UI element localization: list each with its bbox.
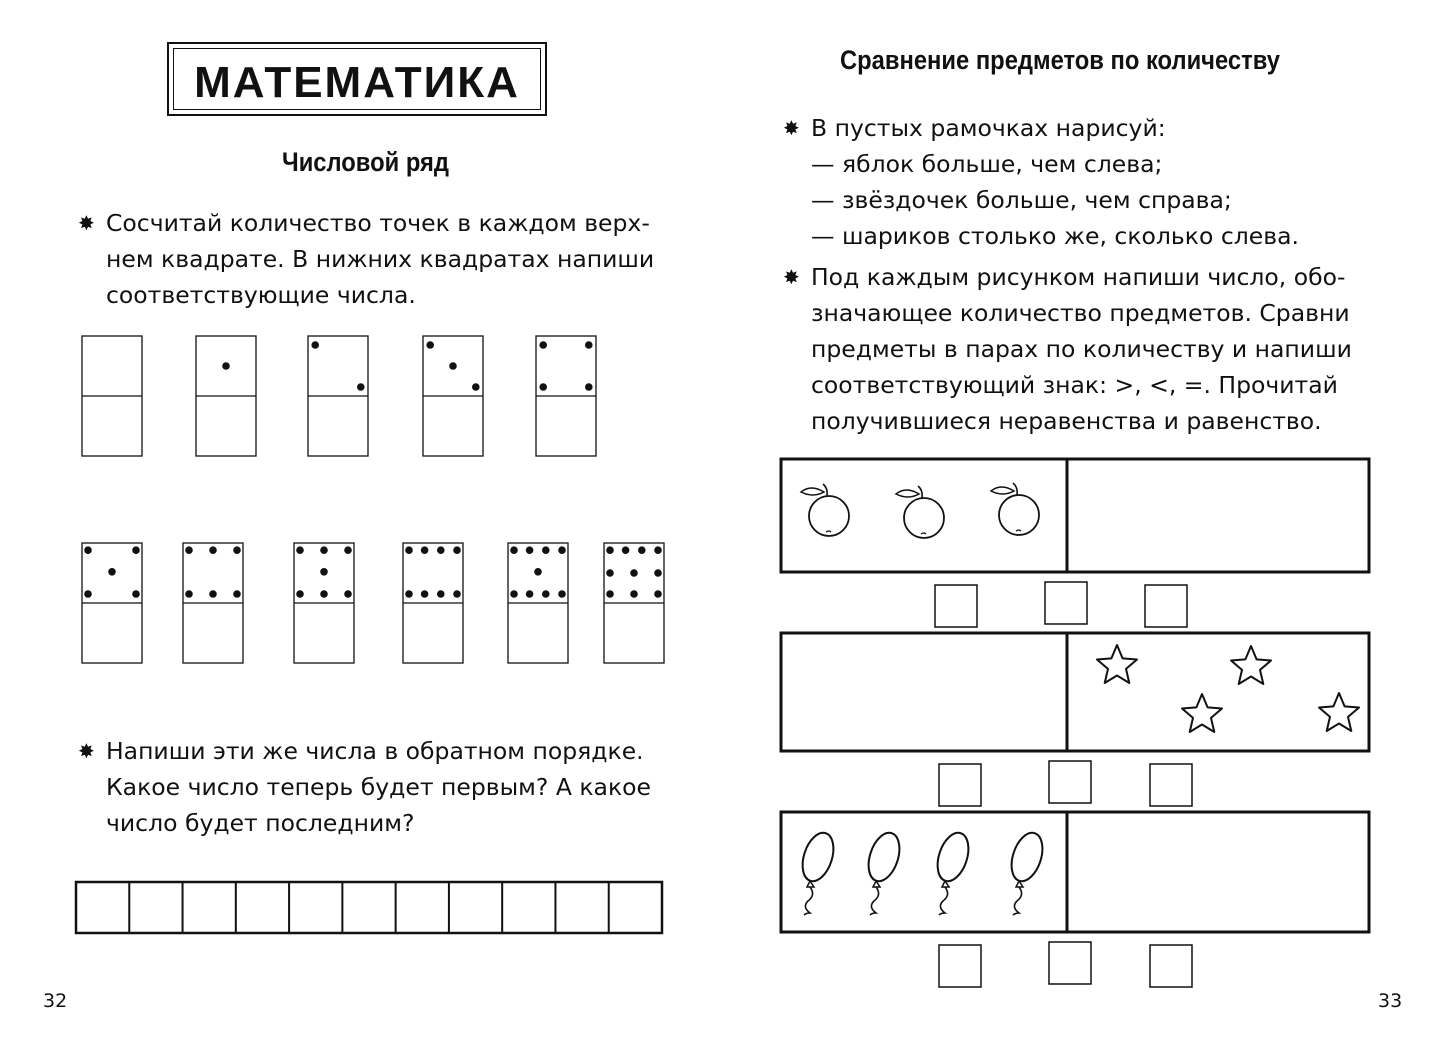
task-line: предметы в парах по количеству и напиши: [811, 335, 1352, 363]
task-line: Сосчитай количество точек в каждом верх-: [106, 209, 650, 237]
comparison-panel: [781, 633, 1369, 751]
task-line: — звёздочек больше, чем справа;: [811, 186, 1232, 214]
page-title: МАТЕМАТИКА: [194, 58, 520, 107]
star-bullet-icon: ✸: [78, 211, 95, 235]
task-line: В пустых рамочках нарисуй:: [811, 114, 1166, 142]
section-heading-comparison: Сравнение предметов по количеству: [840, 45, 1280, 75]
empty-drawing-frame[interactable]: [1071, 463, 1351, 568]
page-number-left: 32: [43, 990, 68, 1012]
task-line: — шариков столько же, сколько слева.: [811, 222, 1299, 250]
task-line: Под каждым рисунком напиши число, обо-: [811, 263, 1346, 291]
answer-box[interactable]: [1145, 585, 1187, 627]
answer-box[interactable]: [1150, 945, 1192, 987]
empty-drawing-frame[interactable]: [785, 637, 1065, 747]
answer-box[interactable]: [939, 945, 981, 987]
task-line: получившиеся неравенства и равенство.: [811, 407, 1322, 435]
page-number-right: 33: [1378, 990, 1403, 1012]
task-line: Какое число теперь будет первым? А какое: [106, 773, 651, 801]
section-heading-number-row: Числовой ряд: [282, 147, 449, 177]
task-line: значающее количество предметов. Сравни: [811, 299, 1350, 327]
task-line: нем квадрате. В нижних квадратах напиши: [106, 245, 655, 273]
task-line: соответствующие числа.: [106, 281, 416, 309]
answer-box[interactable]: [1049, 942, 1091, 984]
task-line: Напиши эти же числа в обратном порядке.: [106, 737, 644, 765]
answer-box[interactable]: [939, 764, 981, 806]
star-bullet-icon: ✸: [783, 116, 800, 140]
task-line: соответствующий знак: >, <, =. Прочитай: [811, 371, 1338, 399]
task-line: число будет последним?: [106, 809, 415, 837]
empty-drawing-frame[interactable]: [1071, 816, 1351, 928]
star-bullet-icon: ✸: [783, 265, 800, 289]
comparison-panel: [781, 459, 1369, 572]
task-line: — яблок больше, чем слева;: [811, 150, 1163, 178]
answer-box[interactable]: [1045, 582, 1087, 624]
answer-box[interactable]: [1150, 764, 1192, 806]
star-bullet-icon: ✸: [78, 739, 95, 763]
answer-box[interactable]: [1049, 761, 1091, 803]
answer-box[interactable]: [935, 585, 977, 627]
